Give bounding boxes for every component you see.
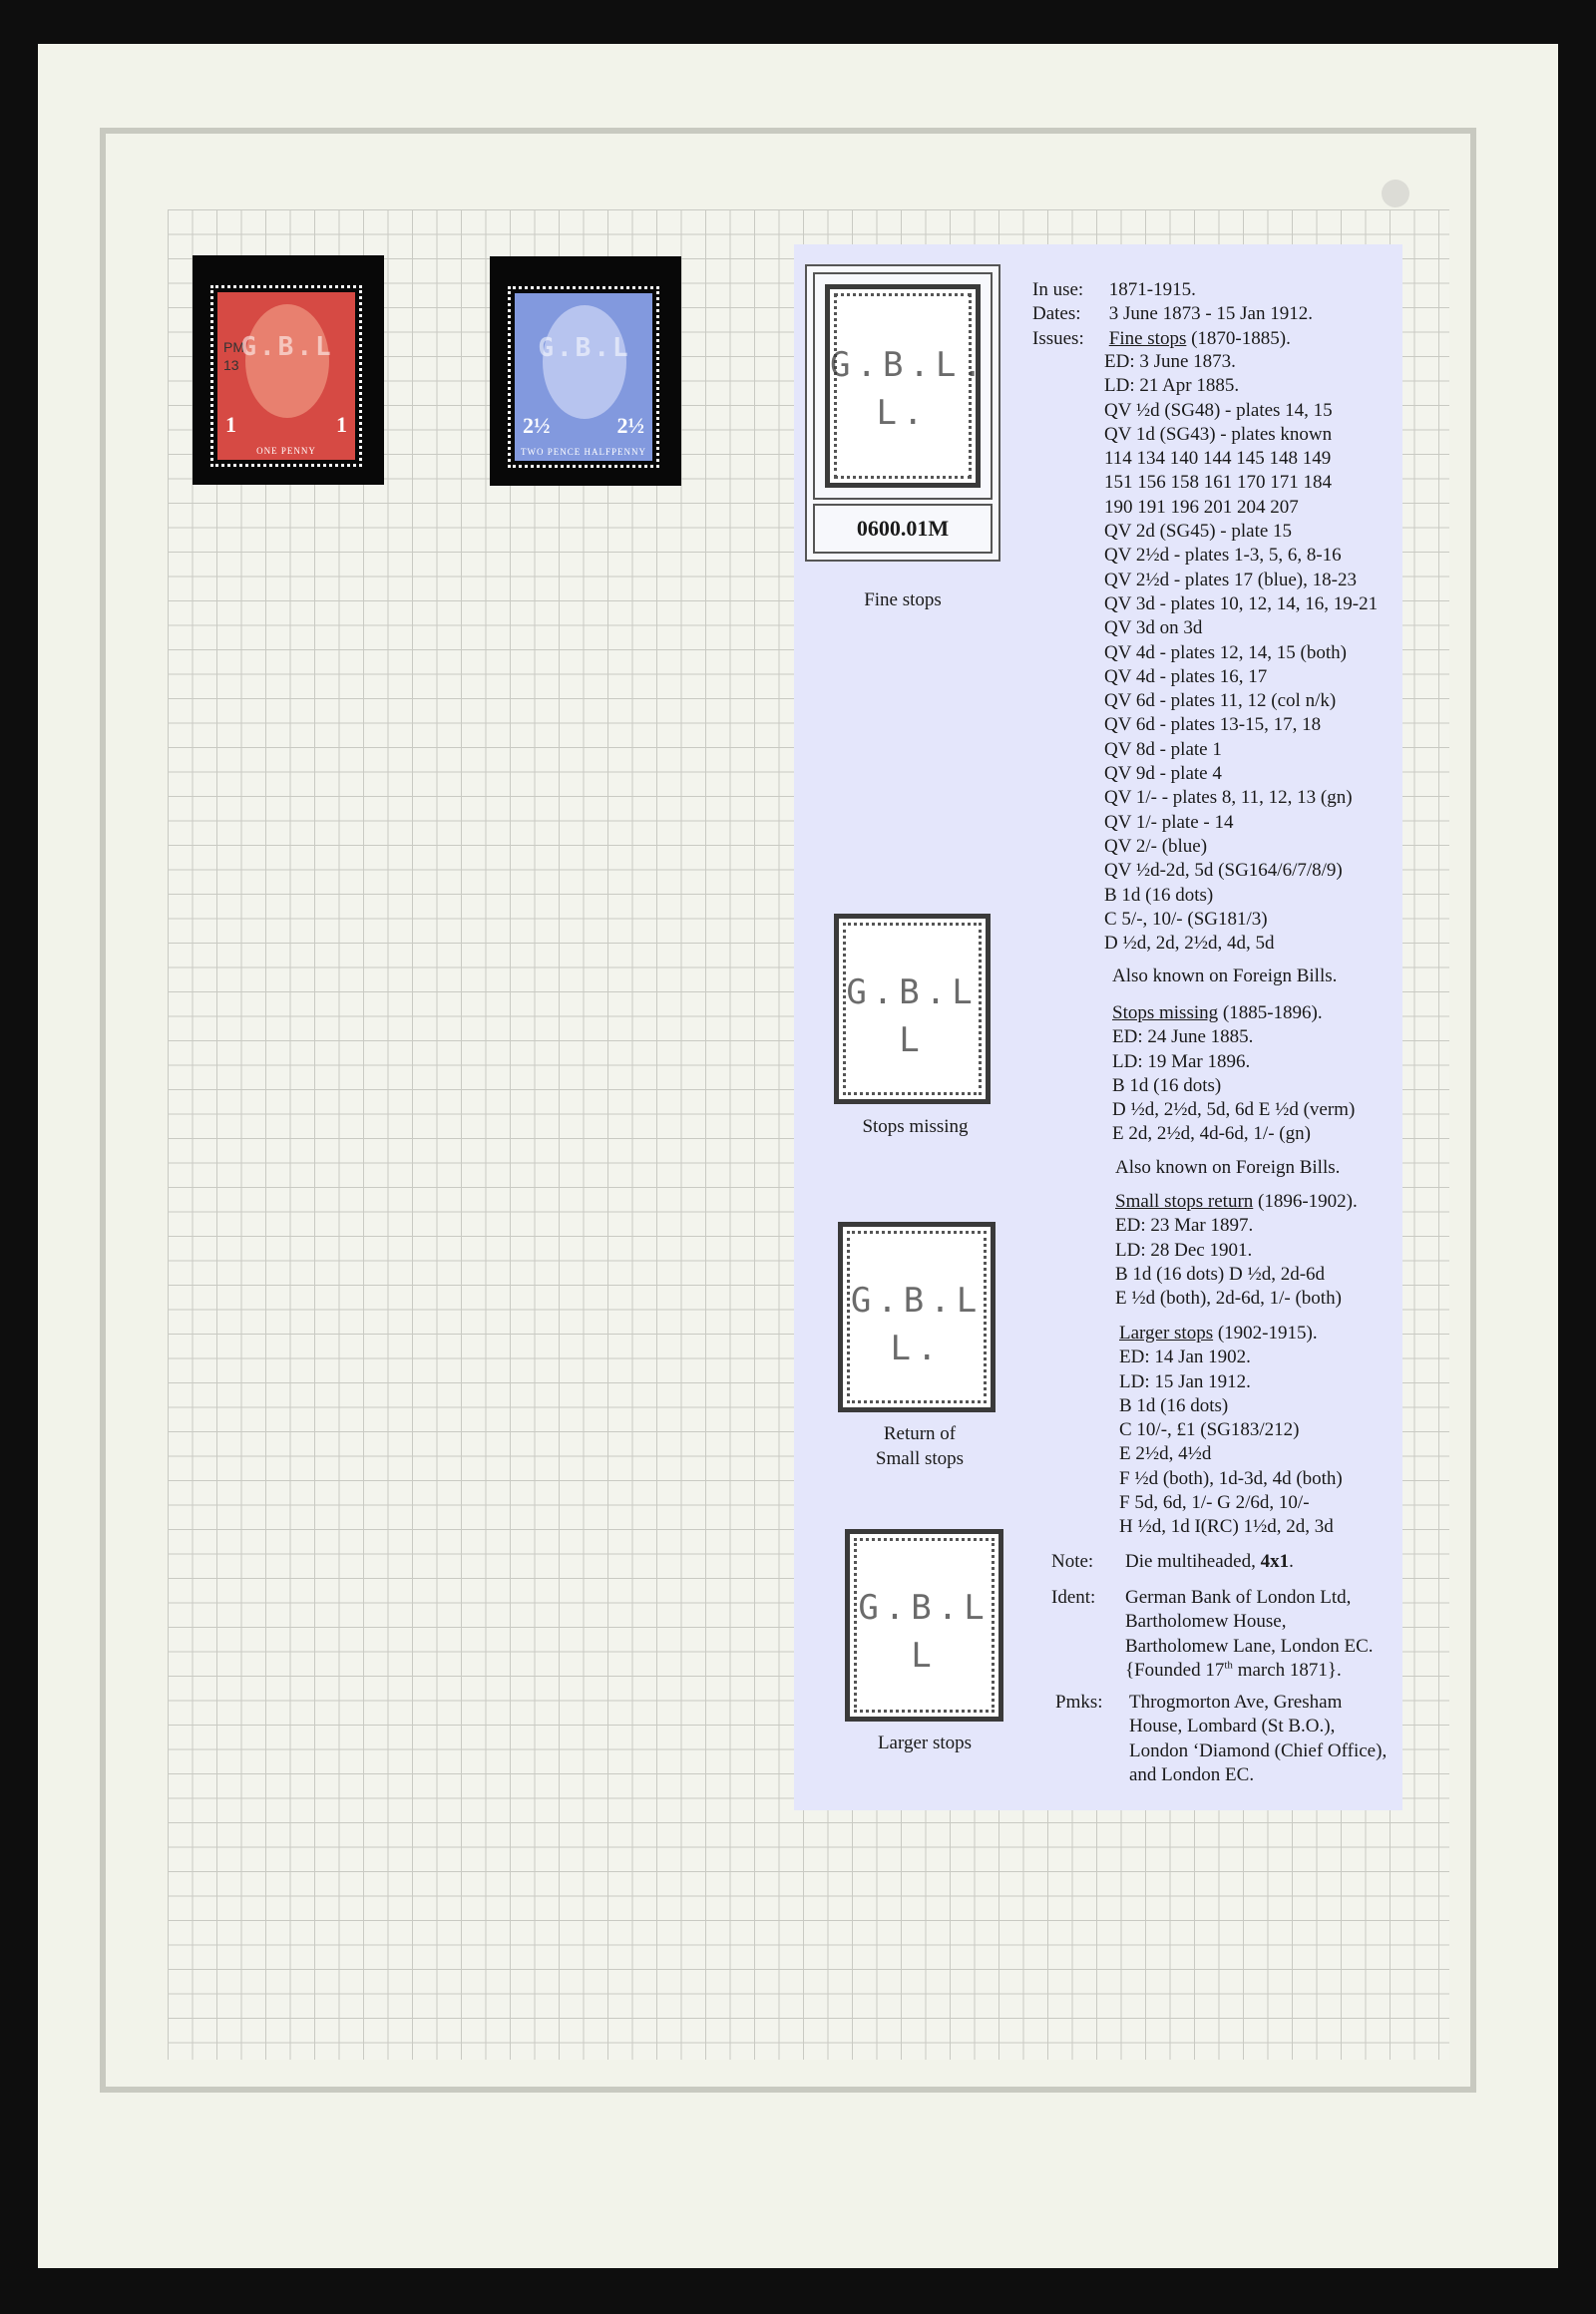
fine-stops-line: QV 4d - plates 12, 14, 15 (both) — [1104, 641, 1347, 663]
ident-founded-post: march 1871}. — [1232, 1659, 1342, 1681]
note-row — [1051, 1550, 1294, 1574]
small-stops-section — [1115, 1190, 1358, 1311]
larger-stops-line: F ½d (both), 1d-3d, 4d (both) — [1119, 1467, 1343, 1489]
dates-label: Dates: — [1032, 303, 1081, 325]
larger-stops-section — [1119, 1322, 1343, 1540]
stops-missing-period: (1885-1896). — [1218, 1002, 1323, 1023]
issues-row — [1032, 327, 1313, 351]
die-perfin — [850, 1584, 998, 1680]
die-perfin-line-2: L — [899, 1020, 926, 1060]
ident-line-3: Bartholomew Lane, London EC. — [1125, 1635, 1374, 1657]
fine-stops-line: 151 156 158 161 170 171 184 — [1104, 472, 1332, 494]
pmks-text — [1129, 1691, 1387, 1787]
die-perfin — [839, 968, 986, 1064]
fine-stops-line: QV 9d - plate 4 — [1104, 763, 1222, 785]
die-caption-fine-stops: Fine stops — [864, 589, 942, 610]
stops-missing-also: Also known on Foreign Bills. — [1115, 1157, 1341, 1178]
stamp-mount-2 — [490, 256, 681, 486]
larger-stops-period: (1902-1915). — [1213, 1323, 1318, 1344]
larger-stops-heading: Larger stops — [1119, 1323, 1214, 1344]
die-perfin-line-2: L — [911, 1636, 938, 1676]
stamp-face — [217, 292, 355, 460]
larger-stops-line: B 1d (16 dots) — [1119, 1394, 1229, 1416]
fine-stops-line: QV 1/- - plates 8, 11, 12, 13 (gn) — [1104, 787, 1353, 809]
fine-stops-line: QV 3d - plates 10, 12, 14, 16, 19-21 — [1104, 592, 1379, 614]
fine-stops-line: QV 2/- (blue) — [1104, 835, 1208, 857]
die-caption-small-stops — [820, 1421, 1019, 1471]
pmks-row — [1055, 1691, 1387, 1787]
dates-value: 3 June 1873 - 15 Jan 1912. — [1108, 303, 1313, 325]
catalogue-frame — [805, 264, 1000, 562]
larger-stops-line: E 2½d, 4½d — [1119, 1443, 1212, 1465]
fine-stops-line: QV 4d - plates 16, 17 — [1104, 665, 1268, 687]
fine-stops-line: LD: 21 Apr 1885. — [1104, 375, 1240, 397]
stops-missing-line: LD: 19 Mar 1896. — [1112, 1050, 1251, 1072]
note-label: Note: — [1051, 1551, 1094, 1572]
binder-hole — [1382, 180, 1409, 207]
small-stops-heading-row — [1115, 1190, 1358, 1214]
fine-stops-line: 190 191 196 201 204 207 — [1104, 496, 1299, 518]
perfin-overlay: G.B.L — [538, 333, 631, 363]
fine-stops-line: QV 1d (SG43) - plates known — [1104, 423, 1333, 445]
fine-stops-line: QV 1/- plate - 14 — [1104, 811, 1234, 833]
ident-founded — [1125, 1659, 1374, 1683]
pmks-line-3: London ‘Diamond (Chief Office), — [1129, 1739, 1388, 1761]
note-bold: 4x1 — [1260, 1551, 1290, 1572]
die-stops-missing — [834, 914, 991, 1104]
dates-row — [1032, 302, 1313, 326]
fine-stops-line: QV 2d (SG45) - plate 15 — [1104, 521, 1293, 543]
small-stops-list — [1115, 1214, 1358, 1311]
ident-founded-sup: th — [1224, 1659, 1233, 1672]
fine-stops-also: Also known on Foreign Bills. — [1112, 965, 1338, 986]
larger-stops-line: H ½d, 1d I(RC) 1½d, 2d, 3d — [1119, 1516, 1334, 1538]
ident-line-2: Bartholomew House, — [1125, 1611, 1287, 1633]
stamp-red-one-penny — [210, 285, 362, 467]
fine-stops-line: QV 6d - plates 13-15, 17, 18 — [1104, 714, 1322, 736]
die-perfin-line-2: L. — [876, 393, 930, 433]
catalogue-die-frame — [813, 272, 993, 500]
fine-stops-line: QV 2½d - plates 1-3, 5, 6, 8-16 — [1104, 545, 1342, 567]
small-stops-heading: Small stops return — [1115, 1191, 1254, 1212]
fine-stops-heading: Fine stops — [1108, 327, 1187, 349]
ident-row — [1051, 1586, 1374, 1683]
die-perfin-line-1: G.B.L — [846, 972, 979, 1012]
value-corner-left: 2½ — [523, 413, 551, 438]
die-small-stops-return — [838, 1222, 996, 1412]
ident-text — [1125, 1586, 1374, 1683]
fine-stops-line: QV 2½d - plates 17 (blue), 18-23 — [1104, 569, 1357, 590]
larger-stops-line: ED: 14 Jan 1902. — [1119, 1347, 1251, 1368]
stops-missing-heading: Stops missing — [1112, 1002, 1219, 1023]
stops-missing-line: ED: 24 June 1885. — [1112, 1026, 1254, 1048]
value-label: ONE PENNY — [256, 446, 316, 456]
die-perfin-line-1: G.B.L. — [830, 345, 989, 385]
in-use-label: In use: — [1032, 279, 1084, 300]
value-label: TWO PENCE HALFPENNY — [521, 447, 646, 457]
note-end: . — [1289, 1551, 1294, 1572]
die-perfin-line-2: L. — [890, 1329, 944, 1368]
larger-stops-heading-row — [1119, 1322, 1343, 1346]
stops-missing-heading-row — [1112, 1001, 1355, 1025]
fine-stops-line: 114 134 140 144 145 148 149 — [1104, 448, 1332, 470]
perfin-overlay: G.B.L — [240, 332, 334, 362]
die-caption-line-1: Return of — [883, 1423, 957, 1444]
die-fine-stops — [825, 284, 989, 488]
stamp-blue-two-half-pence — [508, 286, 659, 468]
value-corner-right: 1 — [336, 412, 347, 437]
fine-stops-line: C 5/-, 10/- (SG181/3) — [1104, 908, 1268, 930]
fine-stops-list — [1104, 350, 1378, 956]
in-use-row — [1032, 278, 1313, 302]
pmks-line-4: and London EC. — [1129, 1763, 1255, 1785]
fine-stops-line: QV ½d-2d, 5d (SG164/6/7/8/9) — [1104, 860, 1343, 882]
header-block — [1032, 278, 1313, 351]
stops-missing-section — [1112, 1001, 1355, 1147]
small-stops-line: ED: 23 Mar 1897. — [1115, 1215, 1254, 1237]
fine-stops-line: QV 3d on 3d — [1104, 617, 1203, 639]
larger-stops-list — [1119, 1346, 1343, 1539]
postmark-line-2: 13 — [223, 357, 239, 373]
small-stops-line: E ½d (both), 2d-6d, 1/- (both) — [1115, 1288, 1342, 1310]
stamp-mount-1 — [193, 255, 384, 485]
stops-missing-line: D ½d, 2½d, 5d, 6d E ½d (verm) — [1112, 1099, 1356, 1121]
stops-missing-line: E 2d, 2½d, 4d-6d, 1/- (gn) — [1112, 1123, 1311, 1145]
pmks-line-1: Throgmorton Ave, Gresham — [1129, 1692, 1343, 1713]
pmks-label: Pmks: — [1055, 1692, 1103, 1713]
catalogue-number: 0600.01M — [813, 504, 993, 554]
ident-founded-pre: {Founded 17 — [1125, 1659, 1225, 1681]
note-text: Die multiheaded, — [1125, 1551, 1261, 1572]
small-stops-line: B 1d (16 dots) D ½d, 2d-6d — [1115, 1263, 1326, 1285]
die-perfin-line-1: G.B.L — [858, 1588, 991, 1628]
in-use-value: 1871-1915. — [1108, 279, 1196, 300]
stops-missing-list — [1112, 1025, 1355, 1146]
fine-stops-period: (1870-1885). — [1186, 327, 1291, 349]
die-perfin-line-1: G.B.L — [850, 1281, 984, 1321]
fine-stops-line: ED: 3 June 1873. — [1104, 351, 1236, 372]
larger-stops-line: C 10/-, £1 (SG183/212) — [1119, 1419, 1300, 1441]
fine-stops-line: QV ½d (SG48) - plates 14, 15 — [1104, 399, 1333, 421]
ident-label: Ident: — [1051, 1587, 1096, 1608]
pmks-line-2: House, Lombard (St B.O.), — [1129, 1716, 1336, 1737]
fine-stops-line: QV 8d - plate 1 — [1104, 738, 1222, 760]
larger-stops-line: LD: 15 Jan 1912. — [1119, 1370, 1251, 1392]
die-perfin — [843, 1277, 991, 1372]
small-stops-period: (1896-1902). — [1253, 1191, 1358, 1212]
value-corner-right: 2½ — [616, 413, 644, 438]
fine-stops-line: B 1d (16 dots) — [1104, 884, 1214, 906]
issues-label: Issues: — [1032, 327, 1084, 349]
ident-line-1: German Bank of London Ltd, — [1125, 1587, 1352, 1608]
die-caption-line-2: Small stops — [875, 1448, 965, 1469]
stops-missing-line: B 1d (16 dots) — [1112, 1074, 1222, 1096]
die-caption-larger-stops: Larger stops — [877, 1733, 973, 1753]
fine-stops-line: QV 6d - plates 11, 12 (col n/k) — [1104, 690, 1337, 712]
small-stops-line: LD: 28 Dec 1901. — [1115, 1239, 1253, 1261]
postmark-line-1: PM — [223, 339, 244, 355]
fine-stops-line: D ½d, 2d, 2½d, 4d, 5d — [1104, 933, 1275, 955]
die-larger-stops — [845, 1529, 1003, 1722]
die-perfin — [830, 341, 989, 437]
stamp-face — [515, 293, 652, 461]
value-corner-left: 1 — [225, 412, 236, 437]
die-caption-stops-missing: Stops missing — [862, 1116, 969, 1137]
larger-stops-line: F 5d, 6d, 1/- G 2/6d, 10/- — [1119, 1492, 1310, 1514]
